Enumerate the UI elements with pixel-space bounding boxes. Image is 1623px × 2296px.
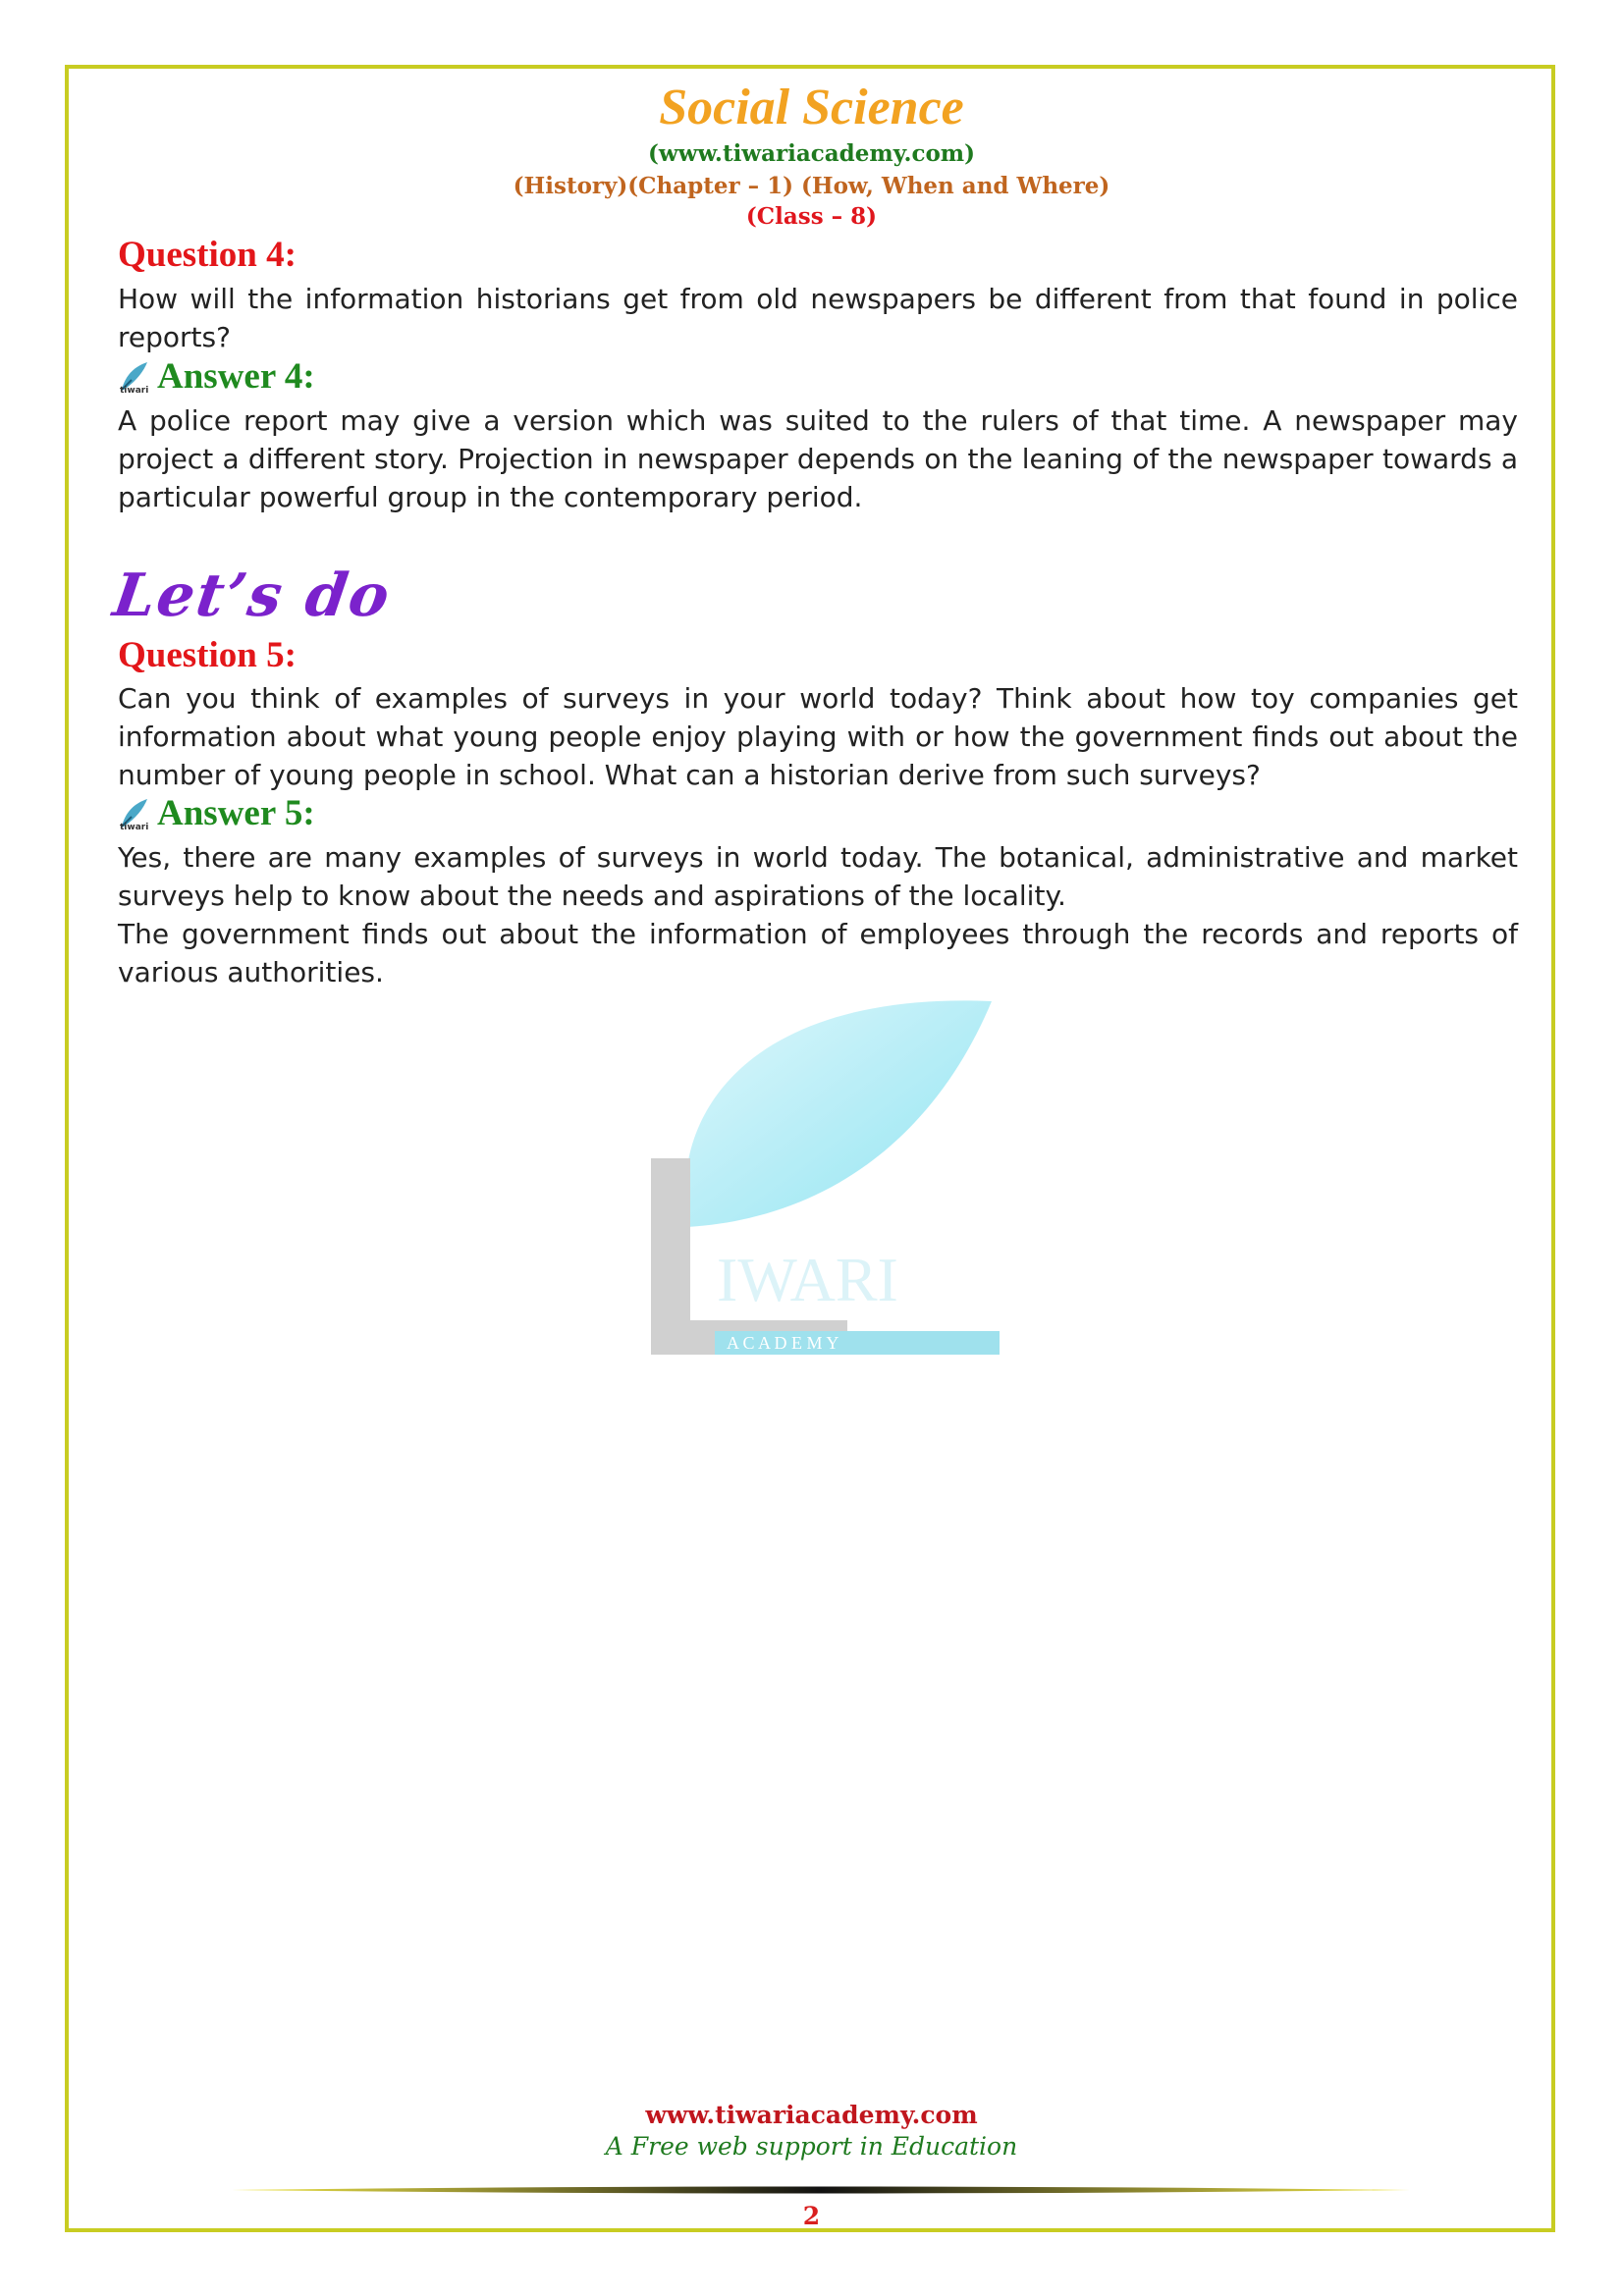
answer-5-heading — [118, 792, 315, 834]
section-heading: Let’s do — [109, 561, 396, 630]
header-site: (www.tiwariacademy.com) — [647, 140, 976, 167]
question-4-label: Question 4: — [118, 235, 297, 275]
footer-site: www.tiwariacademy.com — [645, 2101, 978, 2129]
answer-4-label: Answer 4: — [157, 356, 315, 397]
answer-5-para-2: The government finds out about the information of employees through the records and reports of various authorities. — [118, 918, 1518, 988]
watermark-sub: A C A D E M Y — [727, 1333, 839, 1353]
page-number: 2 — [802, 2202, 821, 2230]
footer-tagline: A Free web support in Education — [605, 2132, 1018, 2161]
question-4-text: How will the information historians get from old newspapers be different from that found in police reports? — [118, 283, 1518, 353]
header-chapter: (History)(Chapter – 1) (How, When and Where) — [513, 173, 1110, 199]
page-title: Social Science — [659, 80, 964, 135]
footer-divider — [232, 2185, 1410, 2195]
answer-4-heading — [118, 355, 315, 398]
pen-nib-icon — [118, 360, 149, 394]
question-5-text: Can you think of examples of surveys in your world today? Think about how toy companies get information about what young people enjoy playing with or how the government finds out about the number of young people in school. What can a historian derive from such surveys? — [118, 682, 1518, 791]
answer-5-label: Answer 5: — [157, 793, 315, 833]
question-5-label: Question 5: — [118, 635, 297, 675]
pen-nib-icon — [118, 797, 149, 830]
answer-5-para-1: Yes, there are many examples of surveys in world today. The botanical, administrative and market surveys help to know about the needs and aspirations of the locality. — [118, 841, 1518, 912]
tiwari-leaf-logo — [648, 982, 1001, 1364]
header-class: (Class – 8) — [745, 203, 878, 230]
svg-text:tiwari: tiwari — [120, 822, 149, 830]
watermark-name: IWARI — [717, 1245, 898, 1314]
svg-text:tiwari: tiwari — [120, 385, 149, 394]
answer-4-text: A police report may give a version which was suited to the rulers of that time. A newspaper may project a different story. Projection in newspaper depends on the leaning of the newspaper towards a particular powerful group in the contemporary period. — [118, 404, 1518, 513]
